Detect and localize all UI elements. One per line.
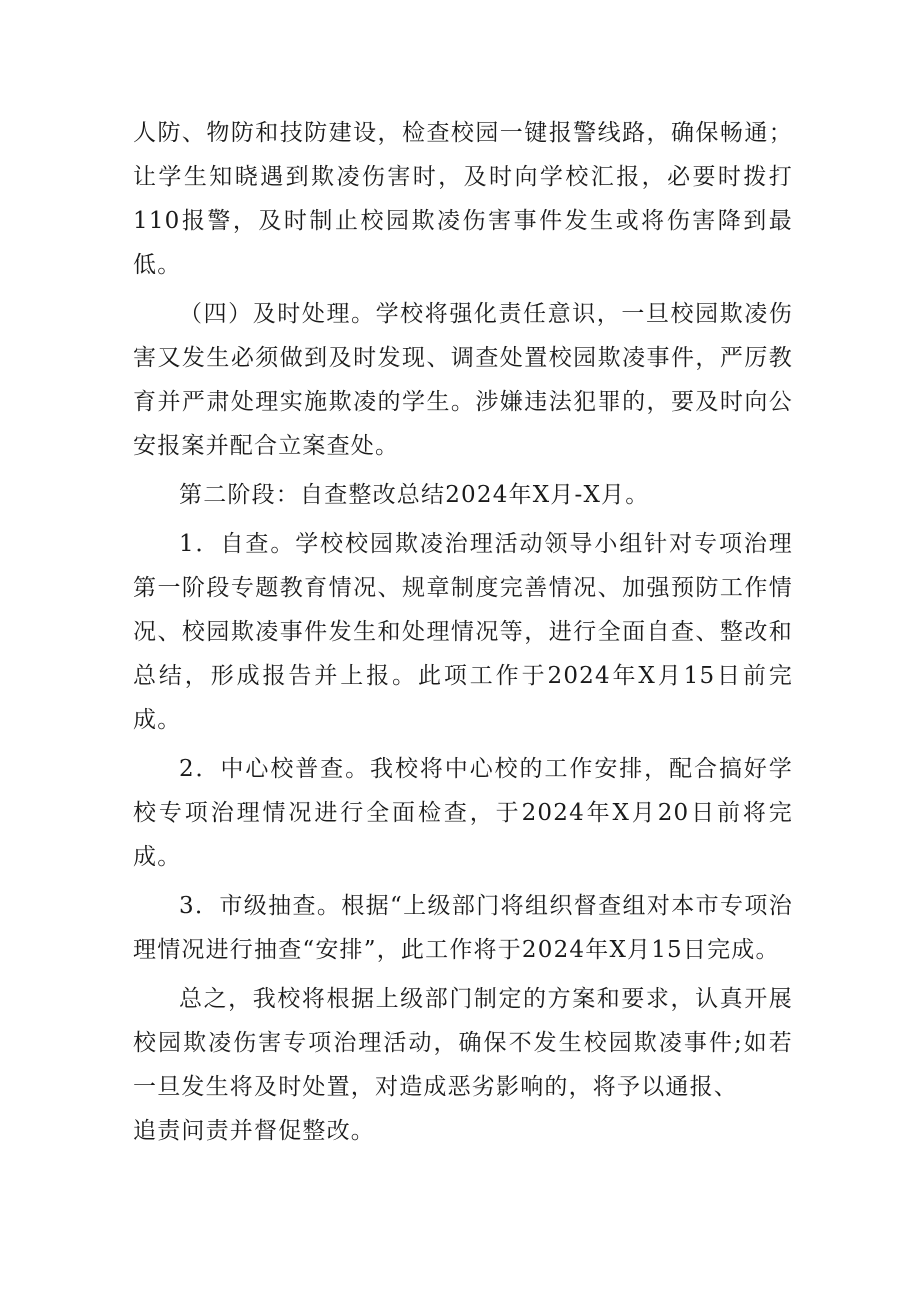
paragraph-stage-two-heading: 第二阶段：自查整改总结2024年X月-X月。: [179, 482, 650, 508]
paragraph-city-spot-check: 3．市级抽查。根据“上级部门将组织督查组对本市专项治理情况进行抽查“安排”，此工作将于2024年X月15日完成。: [133, 893, 793, 963]
paragraph-self-check: 1．自查。学校校园欺凌治理活动领导小组针对专项治理第一阶段专题教育情况、规章制度完善情况、加强预防工作情况、校园欺凌事件发生和处理情况等，进行全面自查、整改和总结，形成报告并上报。此项工作于2024年X月15日前完成。: [133, 531, 793, 733]
paragraph-center-school-check: 2．中心校普查。我校将中心校的工作安排，配合搞好学校专项治理情况进行全面检查，于2024年X月20日前将完成。: [133, 756, 793, 870]
document-body: [133, 111, 793, 1153]
paragraph-continuation: 人防、物防和技防建设，检查校园一键报警线路，确保畅通；让学生知晓遇到欺凌伤害时，及时向学校汇报，必要时拨打110报警，及时制止校园欺凌伤害事件发生或将伤害降到最低。: [133, 120, 793, 278]
paragraph-summary-final-line: 追责问责并督促整改。: [133, 1118, 375, 1144]
paragraph-summary: 总之，我校将根据上级部门制定的方案和要求，认真开展校园欺凌伤害专项治理活动，确保不发生校园欺凌事件;如若一旦发生将及时处置，对造成恶劣影响的，将予以通报、: [133, 986, 793, 1100]
paragraph-timely-handling: （四）及时处理。学校将强化责任意识，一旦校园欺凌伤害又发生必须做到及时发现、调查处置校园欺凌事件，严厉教育并严肃处理实施欺凌的学生。涉嫌违法犯罪的，要及时向公安报案并配合立案查处。: [133, 301, 793, 459]
